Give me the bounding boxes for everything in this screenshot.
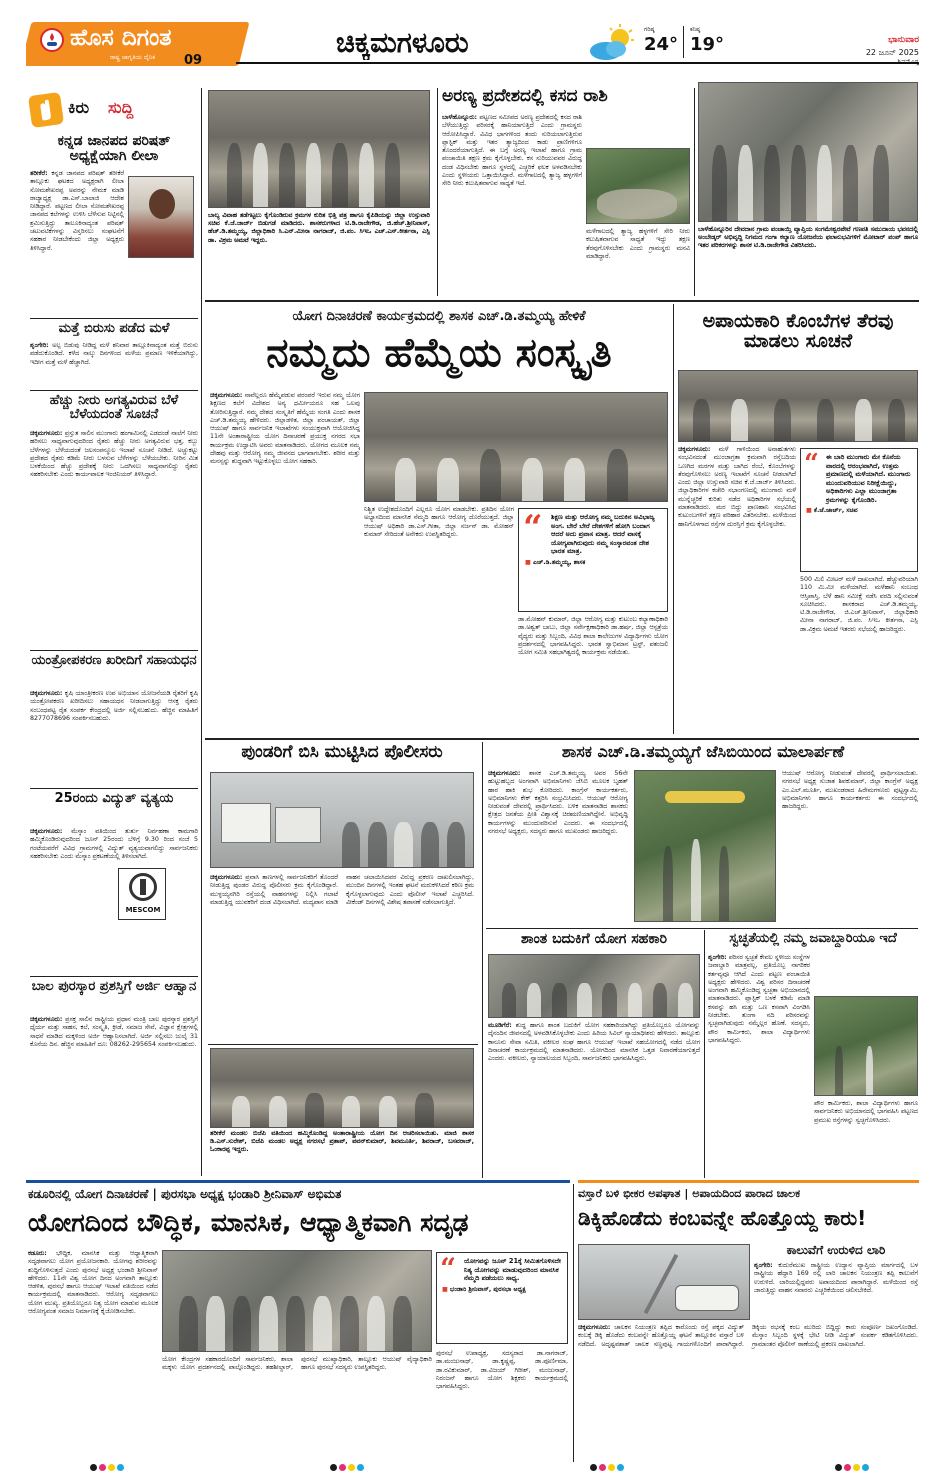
forest-body-right: ಮಳೆಗಾಲದಲ್ಲಿ ತ್ಯಾಜ್ಯ ಹಳ್ಳಗಳಿಗೆ ಸೇರಿ ನೀರು ಕಲುಷಿತವಾಗುವ ಸಾಧ್ಯತೆ ಇದ್ದು ತಕ್ಷಣ ತೆರವುಗೊಳಿಸಬೇಕು ಎಂದು ಗ್ರಾಮಸ್ಥರು ಮನವಿ ಮಾಡಿದ್ದಾರೆ. xyxy=(586,228,690,260)
issue-city: ಶಿವಮೊಗ್ಗ xyxy=(897,58,919,66)
court-yoga-photo xyxy=(488,954,700,1018)
registration-dot xyxy=(330,1464,337,1471)
forest-dateline: ಬಾಳೆಹೊನ್ನೂರು: xyxy=(442,114,478,121)
jcb-garland-photo xyxy=(634,770,776,922)
lead-text-a: ನಾವೆಲ್ಲರೂ ಹೆಮ್ಮೆಪಡುವ ಪರಂಪರೆ ಇರುವ ನಮ್ಮ ಯೋಗ ಶಿಕ್ಷಣದ ಕಲೆಗೆ ವಿದೇಶದ ಅನ್ಯ ಧರ್ಮೀಯರೂ ಸಹ ಒಲವು ತೋರಿಸುತ್ತಿದ್ದಾರೆ. ನಮ್ಮ ದೇಶದ ಸಂಸ್ಕೃತಿಗೆ ಹೆಮ್ಮೆಯ ಸಂಗತಿ ಎಂದು ಶಾಸಕ ಎಚ್.ಡಿ.ತಮ್ಮಯ್ಯ ಹೇಳಿದರು. ಜಿಲ್ಲಾಡಳಿತ, ಜಿಲ್ಲಾ ಪಂಚಾಯತ್, ಜಿಲ್ಲಾ ಆಯುಷ್ ಹಾಗೂ ಸಾರ್ವಜನಿಕ ಇಲಾಖೆಗಳು ಸಂಯುಕ್ತವಾಗಿ ಆಯೋಜಿಸಿದ್ದ 11ನೇ ಅಂತಾರಾಷ್ಟ್ರೀಯ ಯೋಗ ದಿನಾಚರಣೆ ಪ್ರಯುಕ್ತ ನಗರದ ಸಭಾ ಕಾರ್ಯಕ್ರಮ ಉದ್ಘಾಟಿಸಿ ಅವರು ಮಾತನಾಡಿದರು. ಯೋಗದ ಮೂಲಕ ನಮ್ಮ ದೇಹವು ಮತ್ತು ಆರೋಗ್ಯ ನಮ್ಮ ಜೀವನದ ಭಾಗವಾಗಬೇಕು. ಶರೀರ ಮತ್ತು ಮನಸ್ಸನ್ನು ಶುದ್ಧವಾಗಿ ಇಟ್ಟುಕೊಳ್ಳಲು ಯೋಗ ಸಹಕಾರಿ. xyxy=(210,392,360,466)
yoga-hall-photo xyxy=(364,392,668,502)
swachhata-text: ಪರಿಸರ ಸ್ವಚ್ಛತೆ ಕೇವಲ ಸ್ಥಳೀಯ ಸಂಸ್ಥೆಗಳ ಜವಾಬ್ದಾರಿ ಮಾತ್ರವಲ್ಲ, ಪ್ರತಿಯೊಬ್ಬ ನಾಗರಿಕರ ಕರ್ತವ್ಯವೂ ಆಗಿದೆ ಎಂದು ಪಟ್ಟಣ ಪಂಚಾಯಿತಿ ಅಧ್ಯಕ್ಷರು ಹೇಳಿದರು. ವಿಶ್ವ ಪರಿಸರ ದಿನಾಚರಣೆ ಅಂಗವಾಗಿ ಹಮ್ಮಿಕೊಂಡಿದ್ದ ಸ್ವಚ್ಛತಾ ಅಭಿಯಾನದಲ್ಲಿ ಮಾತನಾಡಿದರು. ಪ್ಲಾಸ್ಟಿಕ್ ಬಳಕೆ ಕಡಿಮೆ ಮಾಡಿ ಕಸವನ್ನು ಹಸಿ ಮತ್ತು ಒಣ ಕಸವಾಗಿ ವಿಂಗಡಿಸಿ ನೀಡಬೇಕು. ತುಂಗಾ ನದಿ ಪರಿಸರವನ್ನು ಸ್ವಚ್ಛವಾಗಿಡುವುದು ನಮ್ಮೆಲ್ಲರ ಹೊಣೆ. ಸದಸ್ಯರು, ಪೌರ ಕಾರ್ಮಿಕರು, ಶಾಲಾ ವಿದ್ಯಾರ್ಥಿಗಳು ಭಾಗವಹಿಸಿದ್ದರು. xyxy=(708,954,810,1044)
car-pole-photo xyxy=(578,1244,750,1320)
kadur-yoga-photo xyxy=(162,1250,432,1352)
lead-kicker: ಯೋಗ ದಿನಾಚರಣೆ ಕಾರ್ಯಕ್ರಮದಲ್ಲಿ ಶಾಸಕ ಎಚ್.ಡಿ.ತಮ್ಮಯ್ಯ ಹೇಳಿಕೆ xyxy=(292,310,586,324)
pump-distribution-photo xyxy=(698,82,918,222)
swachhata-headline: ಸ್ವಚ್ಛತೆಯಲ್ಲಿ ನಮ್ಮ ಜವಾಬ್ದಾರಿಯೂ ಇದೆ xyxy=(729,932,897,946)
kirusuddi-dateline: ಶೃಂಗೇರಿ: xyxy=(30,342,49,349)
kirusuddi-dateline: ಚಿಕ್ಕಮಗಳೂರು: xyxy=(30,1016,63,1023)
lorry-headline: ಕಾಲುವೆಗೆ ಉರುಳಿದ ಲಾರಿ xyxy=(786,1244,886,1257)
branches-body xyxy=(678,446,796,732)
quote-mark-icon: “ xyxy=(440,1252,457,1285)
branches-quote-author: ■ ಕೆ.ಜೆ.ಜಾರ್ಜ್, ಸಚಿವ xyxy=(806,507,912,515)
left-column-rule xyxy=(201,88,202,1176)
tarikere-caption: ತರೀಕೆರೆ ಮಂಡಲ ಬಿಜೆಪಿ ವತಿಯಿಂದ ಹಮ್ಮಿಕೊಂಡಿದ್ದ ಅಂತಾರಾಷ್ಟ್ರೀಯ ಯೋಗ ದಿನ ಆಚರಿಸಲಾಯಿತು. ಮಾಜಿ ಶಾಸಕ ಡಿ.ಎಸ್.ಸುರೇಶ್, ಬಿಜೆಪಿ ಮಂಡಲ ಅಧ್ಯಕ್ಷ ನಗರಸಭೆ ಪ್ರತಾಪ್, ಪವನ್‌ಕುಮಾರ್, ಶಿವಮೂರ್ತಿ, ಶಿವರಾಜ್, ಬಸವರಾಜ್, ಓಂಕಾರಪ್ಪ ಇದ್ದರು. xyxy=(210,1130,474,1154)
registration-dot xyxy=(853,1464,860,1471)
column-rule xyxy=(673,304,674,734)
lead-headline: ನಮ್ಮದು ಹೆಮ್ಮೆಯ ಸಂಸ್ಕೃತಿ xyxy=(266,332,612,376)
mescom-label: MESCOM xyxy=(125,907,161,914)
yoga-shanta-dateline: ಮೂಡಿಗೆರೆ: xyxy=(488,1022,512,1029)
kadur-dateline: ಕಡೂರು: xyxy=(28,1250,47,1257)
forest-body-left xyxy=(442,114,582,294)
kirusuddi-headline: ಬಾಲ ಪುರಸ್ಕಾರ ಪ್ರಶಸ್ತಿಗೆ ಅರ್ಜಿ ಆಹ್ವಾನ xyxy=(31,980,197,994)
kirusuddi-headline: ಯಂತ್ರೋಪಕರಣ ಖರೀದಿಗೆ ಸಹಾಯಧನ xyxy=(31,654,197,668)
lead-quote: ಶಿಕ್ಷಣ ಮತ್ತು ಆರೋಗ್ಯ ನಮ್ಮ ಬದುಕಿನ ಅವಿಭಾಜ್ಯ ಅಂಗ. ಬೇರೆ ಬೇರೆ ದೇಶಗಳಿಗೆ ಹೋಗಿ ಬಂದಾಗ ಆದರೆ ಅದು ಪ್ರವಾಸ ಮಾತ್ರ. ಆದರೆ ವಾಸಕ್ಕೆ ಯೋಗ್ಯವಾಗಿರುವುದು ನಮ್ಮ ಸಂಸ್ಕಾರವಂತ ದೇಶ ಭಾರತ ಮಾತ್ರ. xyxy=(551,513,655,556)
garbage-photo xyxy=(586,148,690,224)
bottom-section-rule xyxy=(26,1180,570,1183)
kirusuddi-text: ಕೃಷಿ ಯಾಂತ್ರೀಕರಣ ಉಪ ಅಭಿಯಾನ ಯೋಜನೆಯಡಿ ರೈತರಿಗೆ ಕೃಷಿ ಯಂತ್ರೋಪಕರಣ ಖರೀದಿಸಲು ಸಹಾಯಧನ ನೀಡಲಾಗುತ್ತಿದ್ದು ಆಸಕ್ತ ರೈತರು ಸಂಬಂಧಪಟ್ಟ ರೈತ ಸಂಪರ್ಕ ಕೇಂದ್ರದಲ್ಲಿ ಅರ್ಜಿ ಸಲ್ಲಿಸಬಹುದು. ಹೆಚ್ಚಿನ ಮಾಹಿತಿಗೆ 8277078696 ಸಂಪರ್ಕಿಸಬಹುದು. xyxy=(30,690,198,722)
kirusuddi-headline: ಮತ್ತೆ ಬಿರುಸು ಪಡೆದ ಮಳೆ xyxy=(58,322,170,336)
kirusuddi-headline: 25ರಂದು ವಿದ್ಯುತ್ ವ್ಯತ್ಯಯ xyxy=(54,792,174,806)
kirusuddi-text: ಕನ್ನಡ ಜಾನಪದ ಪರಿಷತ್ ತರೀಕೆರೆ ತಾಲ್ಲೂಕು ಘಟಕದ ಅಧ್ಯಕ್ಷರಾಗಿ ಲೀಲಾ ಸೋಮಶೇಖರಪ್ಪ ಅವರನ್ನು ನೇಮಕ ಮಾಡಿ ರಾಜ್ಯಾಧ್ಯಕ್ಷ ಡಾ.ಎಸ್.ಬಾಲಾಜಿ ಆದೇಶ ನೀಡಿದ್ದಾರೆ. ಪಟ್ಟಣದ ಲೀಲಾ ಸೋಮಶೇಖರಪ್ಪ ಜಾನಪದ ಕಲೆಗಳನ್ನು ಉಳಿಸಿ ಬೆಳೆಸುವ ನಿಟ್ಟಿನಲ್ಲಿ ಶ್ರಮಿಸುತ್ತಿದ್ದು ತಾಲೂಕಿನಾದ್ಯಂತ ಪರಿಷತ್ ಚಟುವಟಿಕೆಗಳನ್ನು ವಿಸ್ತರಿಸಲು ಸಂಘಟನೆಗೆ ಸಹಕಾರ ನೀಡಬೇಕೆಂದು ಜಿಲ್ಲಾ ಅಧ್ಯಕ್ಷರು ತಿಳಿಸಿದ್ದಾರೆ. xyxy=(30,170,124,252)
paper-name: ಹೊಸ ದಿಗಂತ xyxy=(70,26,172,51)
registration-dot xyxy=(617,1464,624,1471)
divider xyxy=(208,1044,478,1045)
kirusuddi-body xyxy=(30,690,198,786)
jcb-headline: ಶಾಸಕ ಎಚ್.ಡಿ.ತಮ್ಮಯ್ಯಗೆ ಜೆಸಿಬಿಯಿಂದ ಮಾಲಾರ್ಪಣೆ xyxy=(561,744,845,761)
kirusuddi-dateline: ತರೀಕೆರೆ: xyxy=(30,170,48,177)
kirusuddi-text: ಮೆಸ್ಕಾಂ ವತಿಯಿಂದ ತುರ್ತು ನಿರ್ವಹಣಾ ಕಾಮಗಾರಿ ಹಮ್ಮಿಕೊಂಡಿರುವುದರಿಂದ ಜೂನ್ 25ರಂದು ಬೆಳಿಗ್ಗೆ 9.30 ರಿಂದ ಸಂಜೆ 5 ಗಂಟೆಯವರೆಗೆ ವಿವಿಧ ಗ್ರಾಮಗಳಲ್ಲಿ ವಿದ್ಯುತ್ ವ್ಯತ್ಯಯವಾಗಲಿದ್ದು ಸಾರ್ವಜನಿಕರು ಸಹಕರಿಸಬೇಕು ಎಂದು ಮೆಸ್ಕಾಂ ಪ್ರಕಟಣೆಯಲ್ಲಿ ತಿಳಿಸಲಾಗಿದೆ. xyxy=(30,828,198,860)
max-temp: 24° xyxy=(644,36,678,55)
kirusuddi-box xyxy=(28,90,198,130)
registration-dot xyxy=(108,1464,115,1471)
kirusuddi-body xyxy=(30,1016,198,1172)
police-headline: ಪುಂಡರಿಗೆ ಬಿಸಿ ಮುಟ್ಟಿಸಿದ ಪೊಲೀಸರು xyxy=(241,744,443,762)
yoga-shanta-headline: ಶಾಂತ ಬದುಕಿಗೆ ಯೋಗ ಸಹಕಾರಿ xyxy=(520,932,668,947)
kirusuddi-dateline: ಚಿಕ್ಕಮಗಳೂರು: xyxy=(30,430,63,437)
temp-divider xyxy=(683,26,684,58)
kirusuddi-body xyxy=(30,828,198,972)
kadur-headline: ಯೋಗದಿಂದ ಬೌದ್ಧಿಕ, ಮಾನಸಿಕ, ಆಧ್ಯಾತ್ಮಿಕವಾಗಿ ಸದೃಢ xyxy=(28,1210,469,1237)
yoga-shanta-text: ಶುದ್ಧ ಹಾಗೂ ಶಾಂತ ಬದುಕಿಗೆ ಯೋಗ ಸಹಕಾರಿಯಾಗಿದ್ದು ಪ್ರತಿಯೊಬ್ಬರೂ ಯೋಗವನ್ನು ದೈನಂದಿನ ಜೀವನದಲ್ಲಿ ಅಳವಡಿಸಿಕೊಳ್ಳಬೇಕು ಎಂದು ಹಿರಿಯ ಸಿವಿಲ್ ನ್ಯಾಯಾಧೀಶರು ಹೇಳಿದರು. ತಾಲ್ಲೂಕು ಕಾನೂನು ಸೇವಾ ಸಮಿತಿ, ವಕೀಲರ ಸಂಘ ಹಾಗೂ ಆಯುಷ್ ಇಲಾಖೆ ಸಹಯೋಗದಲ್ಲಿ ನಡೆದ ಯೋಗ ದಿನಾಚರಣೆ ಕಾರ್ಯಕ್ರಮದಲ್ಲಿ ಮಾತನಾಡಿದರು. ಯೋಗದಿಂದ ಮಾನಸಿಕ ಒತ್ತಡ ನಿವಾರಣೆಯಾಗುತ್ತದೆ ಎಂದರು. ವಕೀಲರು, ನ್ಯಾಯಾಲಯದ ಸಿಬ್ಬಂದಿ, ಸಾರ್ವಜನಿಕರು ಭಾಗವಹಿಸಿದ್ದರು. xyxy=(488,1022,700,1063)
child-marriage-caption: ಬಾಲ್ಯ ವಿವಾಹ ತಡೆಗಟ್ಟಲು ಕೈಗೊಂಡಿರುವ ಕ್ರಮಗಳ ಕುರಿತ ಭಿತ್ತಿ ಪತ್ರ ಹಾಗೂ ಕೈಪಿಡಿಯನ್ನು ಜಿಲ್ಲಾ ಉಸ್ತುವಾರಿ ಸಚಿವ ಕೆ.ಜೆ.ಜಾರ್ಜ್ ಬಿಡುಗಡೆ ಮಾಡಿದರು. ಶಾಸಕರುಗಳಾದ ಟಿ.ಡಿ.ರಾಜೇಗೌಡ, ಜಿ.ಹೆಚ್.ಶ್ರೀನಿವಾಸ್, ಹೆಚ್.ಡಿ.ತಮ್ಮಯ್ಯ, ಜಿಲ್ಲಾಧಿಕಾರಿ ಸಿ.ಎನ್.ಮೀನಾ ನಾಗರಾಜ್, ಜಿ.ಪಂ. ಸಿಇಒ ಎಚ್.ಎಸ್.ಕೀರ್ತನಾ, ಎಸ್ಪಿ ಡಾ. ವಿಕ್ರಮ ಅಮಟೆ ಇದ್ದರು. xyxy=(208,212,430,244)
jcb-body xyxy=(488,770,628,926)
cleanup-photo xyxy=(814,996,918,1096)
police-photo xyxy=(210,772,474,868)
branches-text: ಮಳೆ ಗಾಳಿಯಿಂದ ಅನಾಹುತಗಳು ಸಂಭವಿಸದಂತೆ ಮುಂಜಾಗ್ರತಾ ಕ್ರಮವಾಗಿ ರಸ್ತೆಬದಿಯ ಒಣಗಿದ ಮರಗಳ ಮತ್ತು ಬಾಗಿದ ರೆಂಬೆ, ಕೊಂಬೆಗಳನ್ನು ತೆರವುಗೊಳಿಸಲು ಅರಣ್ಯ ಇಲಾಖೆಗೆ ಸೂಚನೆ ನೀಡಲಾಗಿದೆ ಎಂದು ಜಿಲ್ಲಾ ಉಸ್ತುವಾರಿ ಸಚಿವ ಕೆ.ಜೆ.ಜಾರ್ಜ್ ತಿಳಿಸಿದರು. ಜಿಲ್ಲಾಧಿಕಾರಿಗಳ ಕಚೇರಿ ಸಭಾಂಗಣದಲ್ಲಿ ಮುಂಗಾರು ಮಳೆ ಮುನ್ನೆಚ್ಚರಿಕೆ ಕುರಿತು ನಡೆದ ಅಧಿಕಾರಿಗಳ ಸಭೆಯಲ್ಲಿ ಮಾತನಾಡಿದರು. ಮರ ಬಿದ್ದು ಪ್ರಾಣಹಾನಿ ಸಂಭವಿಸಿದ ಕುಟುಂಬಗಳಿಗೆ ತಕ್ಷಣ ಪರಿಹಾರ ವಿತರಿಸಬೇಕು. ಮಳೆಯಿಂದ ಹಾನಿಗೊಳಗಾದ ರಸ್ತೆಗಳ ದುರಸ್ತಿಗೆ ಕ್ರಮ ಕೈಗೊಳ್ಳಬೇಕು. xyxy=(678,446,796,528)
max-temp-label: ಗರಿಷ್ಠ xyxy=(644,26,655,33)
registration-marks-left xyxy=(90,1464,126,1472)
divider xyxy=(30,788,198,789)
edition-name: ಚಿಕ್ಕಮಗಳೂರು xyxy=(336,28,469,59)
jcb-dateline: ಚಿಕ್ಕಮಗಳೂರು: xyxy=(488,770,521,777)
registration-dot xyxy=(339,1464,346,1471)
accident-headline: ಡಿಕ್ಕಿಹೊಡೆದು ಕಂಬವನ್ನೇ ಹೊತ್ತೊಯ್ದ ಕಾರು! xyxy=(578,1208,867,1230)
kirusuddi-text: ಅಲ್ಪ ಬಿಡುವು ನೀಡಿದ್ದ ಮಳೆ ಶನಿವಾರ ತಾಲ್ಲೂಕಿನಾದ್ಯಂತ ಮತ್ತೆ ಬಿರುಸು ಪಡೆದುಕೊಂಡಿದೆ. ಕಳೆದ ನಾಲ್ಕು ದಿನಗಳಿಂದ ಮಳೆಯ ಪ್ರಮಾಣ ಇಳಿಕೆಯಾಗಿದ್ದು, ಇದೀಗ ಮತ್ತೆ ಮಳೆ ಹೆಚ್ಚಾಗಿದೆ. xyxy=(30,342,198,366)
child-marriage-photo xyxy=(208,90,430,208)
registration-dot xyxy=(357,1464,364,1471)
hand-icon xyxy=(28,92,64,128)
kirusuddi-headline: ಕನ್ನಡ ಜಾನಪದ ಪರಿಷತ್ ಅಧ್ಯಕ್ಷೆಯಾಗಿ ಲೀಲಾ xyxy=(57,134,171,164)
branches-body-b: 500 ಮಿಲಿ ಮೀಟರ್ ಮಳೆ ದಾಖಲಾಗಿದೆ. ಹೆಚ್ಚುವರಿಯಾಗಿ 110 ಮಿ.ಮೀ ಮಳೆಯಾಗಿದೆ. ಮಳೆಹಾನಿ ಸಂಬಂಧ ಆಸ್ತಿಪಾಸ್ತಿ, ಬೆಳೆ ಹಾನಿ ಸಮೀಕ್ಷೆ ನಡೆಸಿ ವರದಿ ಸಲ್ಲಿಸುವಂತೆ ಸೂಚಿಸಿದರು. ಶಾಸಕರಾದ ಎಚ್.ಡಿ.ತಮ್ಮಯ್ಯ, ಟಿ.ಡಿ.ರಾಜೇಗೌಡ, ಜಿ.ಎಚ್.ಶ್ರೀನಿವಾಸ್, ಜಿಲ್ಲಾಧಿಕಾರಿ ಮೀನಾ ನಾಗರಾಜ್, ಜಿ.ಪಂ. ಸಿಇಒ ಕೀರ್ತನಾ, ಎಸ್ಪಿ ಡಾ.ವಿಕ್ರಮ ಅಮಟೆ ಇತರರು ಸಭೆಯಲ್ಲಿ ಹಾಜರಿದ್ದರು. xyxy=(800,576,918,633)
kadur-quote-author: ■ ಭಂಡಾರಿ ಶ್ರೀನಿವಾಸ್, ಪುರಸಭಾ ಅಧ್ಯಕ್ಷ xyxy=(442,1286,562,1294)
bottom-section-rule-right xyxy=(578,1180,919,1183)
kadur-body-c: ಪುರಸಭೆ ಉಪಾಧ್ಯಕ್ಷ, ಸದಸ್ಯರಾದ ಡಾ.ನಾಗರಾಜ್, ಡಾ.ಮಂಜುನಾಥ್, ಡಾ.ಕೃಷ್ಣಪ್ಪ, ಡಾ.ಪೂರ್ಣಿಮಾ, ಡಾ.ರವಿಕುಮಾರ್, ಡಾ.ವಿಜಯ್ ಗಿರೀಶ್, ಮಂಜುನಾಥ್, ನಿರಂಜನ್ ಹಾಗೂ ಯೋಗ ಶಿಕ್ಷಕರು ಕಾರ್ಯಕ್ರಮದಲ್ಲಿ ಭಾಗವಹಿಸಿದ್ದರು. xyxy=(436,1350,568,1391)
leela-portrait xyxy=(128,176,194,258)
forest-text: ಪಟ್ಟಣದ ಸಮೀಪದ ಅರಣ್ಯ ಪ್ರದೇಶದಲ್ಲಿ ಕಸದ ರಾಶಿ ಬೆಳೆಯುತ್ತಿದ್ದು ಪರಿಸರಕ್ಕೆ ಹಾನಿಯಾಗುತ್ತಿದೆ ಎಂದು ಗ್ರಾಮಸ್ಥರು ಆರೋಪಿಸಿದ್ದಾರೆ. ವಿವಿಧ ಭಾಗಗಳಿಂದ ತಂದು ಸುರಿಯಲಾಗುತ್ತಿರುವ ಪ್ಲಾಸ್ಟಿಕ್ ಮತ್ತು ಇತರ ತ್ಯಾಜ್ಯದಿಂದ ಕಾಡು ಪ್ರಾಣಿಗಳಿಗೂ ತೊಂದರೆಯಾಗುತ್ತಿದೆ. ಈ ಬಗ್ಗೆ ಅರಣ್ಯ ಇಲಾಖೆ ಹಾಗೂ ಗ್ರಾಮ ಪಂಚಾಯಿತಿ ತಕ್ಷಣ ಕ್ರಮ ಕೈಗೊಳ್ಳಬೇಕು. ಕಸ ಸುರಿಯುವವರ ವಿರುದ್ಧ ದಂಡ ವಿಧಿಸಬೇಕು ಹಾಗೂ ಸ್ಥಳದಲ್ಲಿ ಎಚ್ಚರಿಕೆ ಫಲಕ ಅಳವಡಿಸಬೇಕು ಎಂದು ಸ್ಥಳೀಯರು ಒತ್ತಾಯಿಸಿದ್ದಾರೆ. ಮಳೆಗಾಲದಲ್ಲಿ ತ್ಯಾಜ್ಯ ಹಳ್ಳಗಳಿಗೆ ಸೇರಿ ನೀರು ಕಲುಷಿತವಾಗುವ ಸಾಧ್ಯತೆ ಇದೆ. xyxy=(442,114,582,188)
lorry-body xyxy=(754,1262,918,1320)
registration-dot xyxy=(844,1464,851,1471)
kirusuddi-text: ಪ್ರಸಕ್ತ ಸಾಲಿನ ರಾಷ್ಟ್ರೀಯ ಪ್ರಧಾನ ಮಂತ್ರಿ ಬಾಲ ಪುರಸ್ಕಾರ ಪ್ರಶಸ್ತಿಗೆ ಧೈರ್ಯ ಮತ್ತು ಸಾಹಸ, ಕಲೆ, ಸಂಸ್ಕೃತಿ, ಕ್ರೀಡೆ, ಸಮಾಜ ಸೇವೆ, ವಿಜ್ಞಾನ ಕ್ಷೇತ್ರಗಳಲ್ಲಿ ಸಾಧನೆ ಮಾಡಿದ ಮಕ್ಕಳಿಂದ ಅರ್ಜಿ ಆಹ್ವಾನಿಸಲಾಗಿದೆ. ಅರ್ಜಿ ಸಲ್ಲಿಸಲು ಜುಲೈ 31 ಕೊನೆಯ ದಿನ. ಹೆಚ್ಚಿನ ಮಾಹಿತಿಗೆ ದೂ: 08262-295654 ಸಂಪರ್ಕಿಸಬಹುದು. xyxy=(30,1016,198,1048)
kirusuddi-body xyxy=(30,342,198,386)
column-rule xyxy=(437,88,438,296)
swachhata-body-right: ಪೌರ ಕಾರ್ಮಿಕರು, ಶಾಲಾ ವಿದ್ಯಾರ್ಥಿಗಳು ಹಾಗೂ ಸಾರ್ವಜನಿಕರು ಅಭಿಯಾನದಲ್ಲಿ ಭಾಗವಹಿಸಿ ಪಟ್ಟಣದ ಪ್ರಮುಖ ರಸ್ತೆಗಳನ್ನು ಸ್ವಚ್ಛಗೊಳಿಸಿದರು. xyxy=(814,1100,918,1124)
kirusuddi-headline: ಹೆಚ್ಚು ನೀರು ಅಗತ್ಯವಿರುವ ಬೆಳೆ ಬೆಳೆಯದಂತೆ ಸೂಚನೆ xyxy=(49,394,179,422)
pump-distribution-caption: ಬಾಳೆಹೊನ್ನೂರಿನ ದೇವದಾನ ಗ್ರಾಮ ಪಂಚಾಯ್ತಿ ವ್ಯಾಪ್ತಿಯ ಸಂಗಮೇಶ್ವರಪೇಟೆ ಗಣಪತಿ ಸಮುದಾಯ ಭವನದಲ್ಲಿ ಅಂಬೇಡ್ಕರ್ ಅಭಿವೃದ್ಧಿ ನಿಗಮದ ಗಂಗಾ ಕಲ್ಯಾಣ ಯೋಜನೆಯ ಫಲಾನುಭವಿಗಳಿಗೆ ಮೋಟಾರ್ ಪಂಪ್ ಹಾಗೂ ಇತರ ಪರಿಕರಗಳನ್ನು ಶಾಸಕ ಟಿ.ಡಿ.ರಾಜೇಗೌಡ ವಿತರಿಸಿದರು. xyxy=(698,226,918,250)
branches-dateline: ಚಿಕ್ಕಮಗಳೂರು: xyxy=(678,446,711,453)
masthead xyxy=(26,22,919,68)
kirusuddi-label-b: ಸುದ್ದಿ xyxy=(108,100,134,117)
branches-headline: ಅಪಾಯಕಾರಿ ಕೊಂಬೆಗಳ ತೆರವು ಮಾಡಲು ಸೂಚನೆ xyxy=(702,312,894,352)
lead-quote-box xyxy=(518,508,668,612)
swachhata-body xyxy=(708,954,810,1176)
divider xyxy=(30,976,198,977)
kirusuddi-label-a: ಕಿರು xyxy=(68,100,90,117)
divider xyxy=(486,928,918,929)
kirusuddi-dateline: ಚಿಕ್ಕಮಗಳೂರು: xyxy=(30,690,63,697)
lead-body-c: ಡಾ.ಮೋಹನ್ ಕುಮಾರ್, ಜಿಲ್ಲಾ ಆರೋಗ್ಯ ಮತ್ತು ಕುಟುಂಬ ಕಲ್ಯಾಣಾಧಿಕಾರಿ ಡಾ.ಅಶ್ವತ್ ಬಾಬು, ಜಿಲ್ಲಾ ಸರ್ವೇಕ್ಷಣಾಧಿಕಾರಿ ಡಾ.ಹರ್ಷ, ಜಿಲ್ಲಾ ಆಸ್ಪತ್ರೆಯ ವೈದ್ಯರು ಮತ್ತು ಸಿಬ್ಬಂದಿ, ವಿವಿಧ ಶಾಲಾ ಕಾಲೇಜುಗಳ ವಿದ್ಯಾರ್ಥಿಗಳು ಯೋಗ ಪ್ರದರ್ಶನದಲ್ಲಿ ಭಾಗವಹಿಸಿದ್ದರು. ಭಾರತ ಸ್ವಾಭಿಮಾನ ಟ್ರಸ್ಟ್, ಪತಂಜಲಿ ಯೋಗ ಸಮಿತಿ ಸಹಭಾಗಿತ್ವದಲ್ಲಿ ಕಾರ್ಯಕ್ರಮ ನಡೆಯಿತು. xyxy=(518,616,668,657)
accident-dateline: ಚಿಕ್ಕಮಗಳೂರು: xyxy=(578,1324,611,1331)
column-rule xyxy=(704,930,705,1178)
lamp-logo-icon xyxy=(40,28,64,52)
police-dateline: ಚಿಕ್ಕಮಗಳೂರು: xyxy=(210,874,243,881)
forest-headline: ಅರಣ್ಯ ಪ್ರದೇಶದಲ್ಲಿ ಕಸದ ರಾಶಿ xyxy=(442,88,608,106)
swachhata-dateline: ಶೃಂಗೇರಿ: xyxy=(708,954,727,961)
paper-tagline: ರಾಷ್ಟ್ರ ಜಾಗೃತಿಯ ದೈನಿಕ xyxy=(110,54,156,61)
accident-text: ಚಾಲಕನ ನಿಯಂತ್ರಣ ತಪ್ಪಿದ ಕಾರೊಂದು ರಸ್ತೆ ಪಕ್ಕದ ವಿದ್ಯುತ್ ಕಂಬಕ್ಕೆ ಡಿಕ್ಕಿ ಹೊಡೆದು ಕಂಬವನ್ನೇ ಹೊತ್ತೊಯ್ದ ಘಟನೆ ತಾಲ್ಲೂಕಿನ ವಸ್ತಾರೆ ಬಳಿ ನಡೆದಿದೆ. ಅದೃಷ್ಟವಶಾತ್ ಚಾಲಕ ಸಣ್ಣಪುಟ್ಟ ಗಾಯಗಳೊಂದಿಗೆ ಪಾರಾಗಿದ್ದಾರೆ. ಡಿಕ್ಕಿಯ ರಭಸಕ್ಕೆ ಕಂಬ ಮುರಿದು ಬಿದ್ದಿದ್ದು ಕಾರು ಸಂಪೂರ್ಣ ಜಖಂಗೊಂಡಿದೆ. ಮೆಸ್ಕಾಂ ಸಿಬ್ಬಂದಿ ಸ್ಥಳಕ್ಕೆ ಭೇಟಿ ನೀಡಿ ವಿದ್ಯುತ್ ಸಂಪರ್ಕ ಕಡಿತಗೊಳಿಸಿದರು. ಗ್ರಾಮಾಂತರ ಪೊಲೀಸ್ ಠಾಣೆಯಲ್ಲಿ ಪ್ರಕರಣ ದಾಖಲಾಗಿದೆ. xyxy=(578,1324,918,1348)
quote-mark-icon: “ xyxy=(804,449,819,479)
lorry-text: ಕುದುರೆಮುಖ ರಾಷ್ಟ್ರೀಯ ಉದ್ಯಾನ ವ್ಯಾಪ್ತಿಯ ಮಾರ್ಗದಲ್ಲಿ ಬಳ ರಾಷ್ಟ್ರೀಯ ಹೆದ್ದಾರಿ 169 ರಲ್ಲಿ ಲಾರಿ ಚಾಲಕನ ನಿಯಂತ್ರಣ ತಪ್ಪಿ ಕಾಲುವೆಗೆ ಉರುಳಿದೆ. ಲಾರಿಯಲ್ಲಿದ್ದವರು ಅಪಾಯದಿಂದ ಪಾರಾಗಿದ್ದಾರೆ. ಮಳೆಯಿಂದ ರಸ್ತೆ ಜಾರುತ್ತಿದ್ದು ವಾಹನ ಸವಾರರು ಎಚ್ಚರಿಕೆಯಿಂದ ಚಲಿಸಬೇಕಿದೆ. xyxy=(754,1262,918,1294)
kadur-kicker: ಕಡೂರಿನಲ್ಲಿ ಯೋಗ ದಿನಾಚರಣೆ | ಪುರಸಭಾ ಅಧ್ಯಕ್ಷ ಭಂಡಾರಿ ಶ್ರೀನಿವಾಸ್ ಅಭಿಮತ xyxy=(28,1188,342,1201)
tarikere-yoga-photo xyxy=(210,1048,474,1128)
kirusuddi-body xyxy=(30,170,124,276)
divider xyxy=(30,318,198,319)
kirusuddi-body xyxy=(30,430,198,648)
branches-quote: ಈ ಬಾರಿ ಮುಂಗಾರು ಮೇ ಕೊನೆಯ ವಾರದಲ್ಲಿ ಆರಂಭವಾಗಿದೆ, ಉತ್ತಮ ಪ್ರಮಾಣದಲ್ಲಿ ಮಳೆಯಾಗಿದೆ. ಮುಂಗಾರು ಮುಂದುವರಿಯುವ ನಿರೀಕ್ಷೆಯಿದ್ದು, ಅಧಿಕಾರಿಗಳು ಎಲ್ಲಾ ಮುಂಜಾಗ್ರತಾ ಕ್ರಮಗಳನ್ನು ಕೈಗೊಂಡಿರಿ. xyxy=(826,453,911,504)
kadur-body xyxy=(28,1250,158,1460)
divider xyxy=(30,650,198,651)
registration-dot xyxy=(590,1464,597,1471)
registration-dot xyxy=(117,1464,124,1471)
min-temp-label: ಕನಿಷ್ಠ xyxy=(690,26,701,33)
accident-body xyxy=(578,1324,918,1460)
registration-dot xyxy=(599,1464,606,1471)
kadur-quote-box xyxy=(436,1252,568,1344)
kadur-body-b: ಯೋಗ ಕೇಂದ್ರಗಳ ಸಹಕಾರದೊಂದಿಗೆ ಸಾರ್ವಜನಿಕರು, ಶಾಲಾ ಮಕ್ಕಳು ಯೋಗ ಪ್ರದರ್ಶನದಲ್ಲಿ ಪಾಲ್ಗೊಂಡಿದ್ದರು. ತಹಶೀಲ್ದಾರ್, ಪುರಸಭೆ ಮುಖ್ಯಾಧಿಕಾರಿ, ತಾಲ್ಲೂಕು ಆಯುಷ್ ವೈದ್ಯಾಧಿಕಾರಿ ಹಾಗೂ ಪುರಸಭೆ ಸದಸ್ಯರು ಉಪಸ್ಥಿತರಿದ್ದರು. xyxy=(162,1356,432,1372)
police-text: ಪ್ರವಾಸಿ ತಾಣಗಳಲ್ಲಿ ಸಾರ್ವಜನಿಕರಿಗೆ ತೊಂದರೆ ನೀಡುತ್ತಿದ್ದ ಪುಂಡರ ವಿರುದ್ಧ ಪೊಲೀಸರು ಕ್ರಮ ಕೈಗೊಂಡಿದ್ದಾರೆ. ಮುಳ್ಳಯ್ಯನಗಿರಿ ರಸ್ತೆಯಲ್ಲಿ ವಾಹನಗಳನ್ನು ನಿಲ್ಲಿಸಿ ಗಲಾಟೆ ಮಾಡುತ್ತಿದ್ದ ಯುವಕರಿಗೆ ದಂಡ ವಿಧಿಸಲಾಗಿದೆ. ಮದ್ಯಪಾನ ಮಾಡಿ ವಾಹನ ಚಲಾಯಿಸಿದವರ ವಿರುದ್ಧ ಪ್ರಕರಣ ದಾಖಲಿಸಲಾಗಿದ್ದು, ಮುಂದಿನ ದಿನಗಳಲ್ಲಿ ಇಂತಹ ಘಟನೆ ಮರುಕಳಿಸಿದರೆ ಕಠಿಣ ಕ್ರಮ ಕೈಗೊಳ್ಳಲಾಗುವುದು ಎಂದು ಪೊಲೀಸ್ ಇಲಾಖೆ ಎಚ್ಚರಿಸಿದೆ. ವೀಕೆಂಡ್ ದಿನಗಳಲ್ಲಿ ವಿಶೇಷ ತಪಾಸಣೆ ನಡೆಸಲಾಗುತ್ತಿದೆ. xyxy=(210,874,474,906)
issue-date: 22 ಜೂನ್ 2025 xyxy=(865,48,919,57)
meeting-photo xyxy=(678,370,918,442)
kadur-text: ಭೌದ್ಧಿಕ, ಮಾನಸಿಕ ಮತ್ತು ಆಧ್ಯಾತ್ಮಿಕವಾಗಿ ಸದೃಢವಾಗಲು ಯೋಗ ಪ್ರಯೋಜನಕಾರಿ. ಯೋಗವು ಶರೀರವನ್ನು ಶುದ್ಧಿಗೊಳಿಸುತ್ತದೆ ಎಂದು ಪುರಸಭೆ ಅಧ್ಯಕ್ಷ ಭಂಡಾರಿ ಶ್ರೀನಿವಾಸ್ ಹೇಳಿದರು. 11ನೇ ವಿಶ್ವ ಯೋಗ ದಿನದ ಅಂಗವಾಗಿ ತಾಲ್ಲೂಕು ಆಡಳಿತ, ಪುರಸಭೆ ಹಾಗೂ ಆಯುಷ್ ಇಲಾಖೆ ವತಿಯಿಂದ ನಡೆದ ಕಾರ್ಯಕ್ರಮದಲ್ಲಿ ಮಾತನಾಡಿದರು. ಆರೋಗ್ಯ ಸದೃಢವಾಗಲು ಯೋಗ ಮುಖ್ಯ. ಪ್ರತಿಯೊಬ್ಬರೂ ನಿತ್ಯ ಯೋಗ ಮಾಡುವ ಮೂಲಕ ಆರೋಗ್ಯವಂತ ಸಮಾಜ ನಿರ್ಮಾಣಕ್ಕೆ ಕೈಜೋಡಿಸಬೇಕು. xyxy=(28,1250,158,1316)
page-number: 09 xyxy=(184,54,203,68)
lead-body-b: ನಿಶ್ಚಿತ ಉದ್ದೇಶದೊಂದಿಗೆ ಎಲ್ಲರೂ ಯೋಗ ಮಾಡಬೇಕು. ಪ್ರತಿದಿನ ಯೋಗ ಅಭ್ಯಾಸದಿಂದ ಮಾನಸಿಕ ನೆಮ್ಮದಿ ಹಾಗೂ ಆರೋಗ್ಯ ದೊರೆಯುತ್ತದೆ. ಜಿಲ್ಲಾ ಆಯುಷ್ ಅಧಿಕಾರಿ ಡಾ.ಎಸ್.ಗೀತಾ, ಜಿಲ್ಲಾ ಸರ್ಜನ್ ಡಾ. ಮೋಹನ್ ಕುಮಾರ್ ಸೇರಿದಂತೆ ಅನೇಕರು ಉಪಸ್ಥಿತರಿದ್ದರು. xyxy=(364,506,514,538)
registration-dot xyxy=(608,1464,615,1471)
yoga-shanta-body xyxy=(488,1022,700,1176)
kadur-quote: ಯೋಗವನ್ನು ಜೂನ್ 21ಕ್ಕೆ ಸೀಮಿತಗೊಳಿಸದೇ ನಿತ್ಯ ಯೋಗವನ್ನು ಮಾಡುವುದರಿಂದ ಮಾನಸಿಕ ನೆಮ್ಮದಿ ಪಡೆಯಲು ಸಾಧ್ಯ. xyxy=(464,1257,561,1283)
min-temp: 19° xyxy=(690,36,724,55)
jcb-body-right: ಆಯುಷ್ ಆರೋಗ್ಯ ನೀಡುವಂತೆ ದೇವರಲ್ಲಿ ಪ್ರಾರ್ಥಿಸಲಾಯಿತು. ನಗರಸಭೆ ಅಧ್ಯಕ್ಷ ಸುಜಾತ ಶಿವಕುಮಾರ್, ಜಿಲ್ಲಾ ಕಾಂಗ್ರೆಸ್ ಅಧ್ಯಕ್ಷ ಎಂ.ಎಲ್.ಮೂರ್ತಿ, ಮುಖಂಡರಾದ ಹಿರೇಮಗಳೂರು ಪುಟ್ಟಸ್ವಾಮಿ, ಅಭಿಮಾನಿಗಳು ಹಾಗೂ ಕಾರ್ಯಕರ್ತರು ಈ ಸಂದರ್ಭದಲ್ಲಿ ಹಾಜರಿದ್ದರು. xyxy=(782,770,918,811)
registration-marks-center xyxy=(330,1464,366,1472)
jcb-text: ಶಾಸಕ ಎಚ್.ಡಿ.ತಮ್ಮಯ್ಯ ಅವರ 56ನೇ ಹುಟ್ಟುಹಬ್ಬದ ಅಂಗವಾಗಿ ಅಭಿಮಾನಿಗಳು ಜೆಸಿಬಿ ಮೂಲಕ ಬೃಹತ್ ಹಾರ ಹಾಕಿ ಶುಭ ಕೋರಿದರು. ಕಾಂಗ್ರೆಸ್ ಕಾರ್ಯಕರ್ತರು, ಅಭಿಮಾನಿಗಳು ಕೇಕ್ ಕತ್ತರಿಸಿ ಸಂಭ್ರಮಿಸಿದರು. ಆಯುಷ್ ಆರೋಗ್ಯ ನೀಡುವಂತೆ ದೇವರಲ್ಲಿ ಪ್ರಾರ್ಥಿಸಿದರು. ಬಳಿಕ ಮಾತನಾಡಿದ ಶಾಸಕರು ಕ್ಷೇತ್ರದ ಜನತೆಯ ಪ್ರೀತಿ ವಿಶ್ವಾಸಕ್ಕೆ ಚಿರಋಣಿಯಾಗಿದ್ದೇನೆ. ಅಭಿವೃದ್ಧಿ ಕಾರ್ಯಗಳನ್ನು ಮುಂದುವರಿಸುವೆ ಎಂದರು. ಈ ಸಂದರ್ಭದಲ್ಲಿ ನಗರಸಭೆ ಅಧ್ಯಕ್ಷರು, ಸದಸ್ಯರು ಹಾಗೂ ಮುಖಂಡರು ಹಾಜರಿದ್ದರು. xyxy=(488,770,628,836)
registration-dot xyxy=(348,1464,355,1471)
police-body xyxy=(210,874,474,1040)
quote-mark-icon: “ xyxy=(523,508,543,548)
accident-kicker: ವಸ್ತಾರೆ ಬಳಿ ಭೀಕರ ಅಪಘಾತ | ಅಪಾಯದಿಂದ ಪಾರಾದ ಚಾಲಕ xyxy=(578,1188,801,1200)
kirusuddi-dateline: ಚಿಕ್ಕಮಗಳೂರು: xyxy=(30,828,63,835)
column-rule xyxy=(694,88,695,296)
section-rule xyxy=(205,738,919,740)
day-name: ಭಾನುವಾರ xyxy=(888,36,919,45)
sun-cloud-icon xyxy=(586,24,638,62)
registration-dot xyxy=(835,1464,842,1471)
branches-quote-box xyxy=(800,448,918,572)
section-rule xyxy=(205,300,919,302)
lead-dateline: ಚಿಕ್ಕಮಗಳೂರು: xyxy=(210,392,243,399)
lorry-box xyxy=(754,1244,918,1320)
lead-body-a xyxy=(210,392,360,732)
column-rule xyxy=(573,1184,574,1462)
registration-marks-far-right xyxy=(835,1464,871,1472)
kirusuddi-text: ಪ್ರಸ್ತುತ ಸಾಲಿನ ಮುಂಗಾರು ಹಂಗಾಮಿನಲ್ಲಿ ಎಡದಂಡೆ ನಾಲೆಗೆ ನೀರು ಹರಿಸಲು ಸಾಧ್ಯವಾಗುವುದರಿಂದ ರೈತರು ಹೆಚ್ಚು ನೀರು ಅಗತ್ಯವಿರುವ ಭತ್ತ, ಕಬ್ಬು ಬೆಳೆಗಳನ್ನು ಬೆಳೆಯದಂತೆ ಜಲಸಂಪನ್ಮೂಲ ಇಲಾಖೆ ಸೂಚನೆ ನೀಡಿದೆ. ಅಚ್ಚುಕಟ್ಟು ಪ್ರದೇಶದ ರೈತರು ಕಡಿಮೆ ನೀರು ಬಳಸುವ ಬೆಳೆಗಳನ್ನು ಬೆಳೆಯಬೇಕು. ನೀರಿನ ಮಿತ ಬಳಕೆಯಿಂದ ಹೆಚ್ಚು ಪ್ರದೇಶಕ್ಕೆ ನೀರು ಒದಗಿಸಲು ಸಾಧ್ಯವಾಗಲಿದ್ದು ರೈತರು ಸಹಕರಿಸಬೇಕು ಎಂದು ಕಾರ್ಯಪಾಲಕ ಇಂಜಿನಿಯರ್ ತಿಳಿಸಿದ್ದಾರೆ. xyxy=(30,430,198,479)
lorry-dateline: ಶೃಂಗೇರಿ: xyxy=(754,1262,773,1269)
column-rule xyxy=(482,742,483,1178)
registration-dot xyxy=(862,1464,869,1471)
divider xyxy=(30,390,198,391)
lead-quote-author: ■ ಎಚ್.ಡಿ.ತಮ್ಮಯ್ಯ, ಶಾಸಕ xyxy=(525,559,661,567)
registration-marks-right xyxy=(590,1464,626,1472)
registration-dot xyxy=(99,1464,106,1471)
mescom-logo xyxy=(118,868,166,920)
registration-dot xyxy=(90,1464,97,1471)
